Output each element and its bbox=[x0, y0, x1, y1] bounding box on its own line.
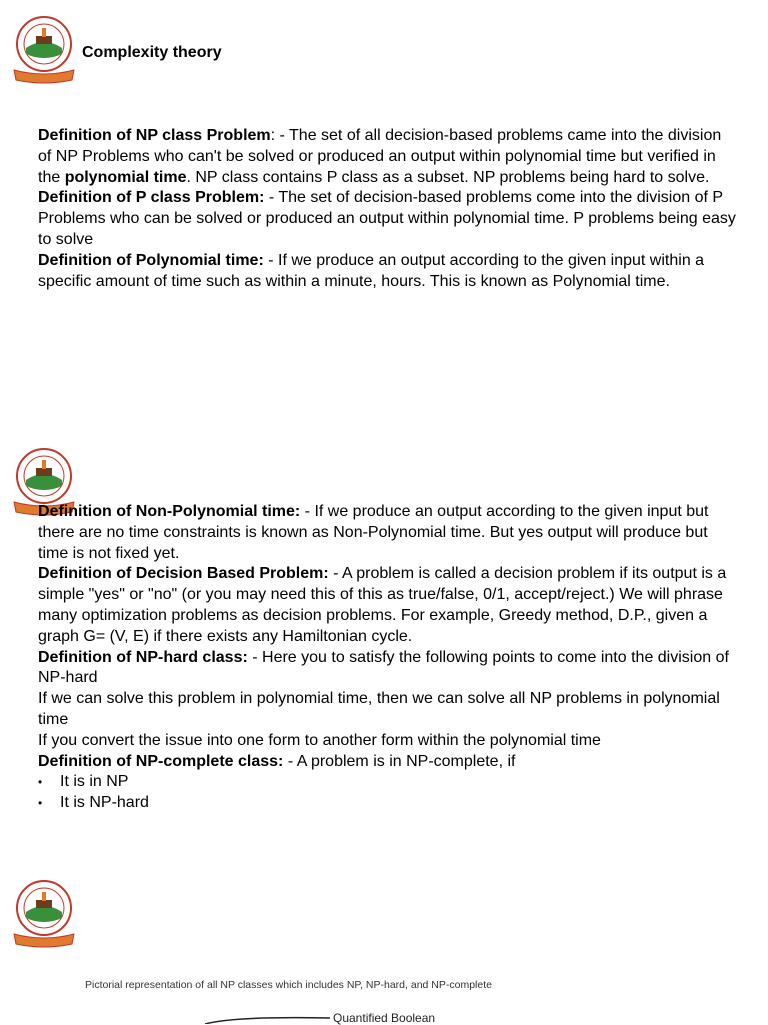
university-crest-icon bbox=[12, 14, 76, 86]
diagram-label: Quantified Boolean bbox=[333, 1011, 436, 1025]
np-hard-definition bbox=[38, 648, 738, 690]
document-title: Complexity theory bbox=[82, 44, 222, 61]
bullet-text: It is NP-hard bbox=[60, 794, 149, 812]
np-class-text-end: . NP class contains P class as a subset. NP problems being hard to solve. bbox=[186, 168, 710, 186]
np-complete-text: - A problem is in NP-complete, if bbox=[283, 752, 516, 770]
np-class-text: : - The set of all decision-based problems came into the division of NP Problems who can't be solved or produced an output within polynomial time but verified in the bbox=[38, 127, 722, 186]
list-item bbox=[38, 772, 738, 793]
np-hard-term: Definition of NP-hard class: bbox=[38, 648, 248, 666]
np-class-definition bbox=[38, 126, 738, 188]
decision-problem-term: Definition of Decision Based Problem: bbox=[38, 565, 329, 583]
university-logo bbox=[12, 14, 76, 86]
decision-problem-text: - A problem is called a decision problem if its output is a simple "yes" or "no" (or you may need this of this as true/false, 0/1, accept/reject.) We will phrase many optimization problems as decision problems. For example, Greedy method, D.P., given a graph G= (V, E) if there exists any Hamiltonian cycle. bbox=[38, 565, 727, 645]
p-class-text: - The set of decision-based problems come into the division of P Problems who can be solved or produced an output within polynomial time. P problems being easy to solve bbox=[38, 189, 736, 248]
polynomial-time-definition bbox=[38, 251, 738, 293]
non-polynomial-definition bbox=[38, 502, 738, 564]
definitions-section-1 bbox=[38, 126, 738, 292]
np-class-term: Definition of NP class Problem bbox=[38, 127, 271, 144]
np-complete-definition bbox=[38, 752, 738, 773]
university-logo-3 bbox=[12, 878, 76, 950]
non-polynomial-term: Definition of Non-Polynomial time: bbox=[38, 503, 301, 520]
np-complete-term: Definition of NP-complete class: bbox=[38, 752, 284, 770]
p-class-term: Definition of P class Problem: bbox=[38, 189, 265, 207]
list-item bbox=[38, 793, 738, 814]
bullet-icon: • bbox=[38, 775, 43, 790]
p-class-definition bbox=[38, 188, 738, 250]
bullet-icon: • bbox=[38, 796, 43, 811]
definitions-section-2 bbox=[38, 502, 738, 814]
bullet-text: It is in NP bbox=[60, 773, 129, 791]
university-crest-icon bbox=[12, 878, 76, 950]
polynomial-time-highlight: polynomial time bbox=[64, 168, 187, 186]
non-polynomial-text: - If we produce an output according to the given input but there are no time constraints is known as Non-Polynomial time. But yes output will produce but time is not fixed yet. bbox=[38, 503, 709, 562]
figure-caption: Pictorial representation of all NP classes which includes NP, NP-hard, and NP-complete bbox=[85, 979, 492, 991]
diagram-connector-line bbox=[205, 1016, 330, 1024]
np-hard-point-1: If we can solve this problem in polynomial time, then we can solve all NP problems in polynomial time bbox=[38, 690, 720, 728]
polynomial-time-term: Definition of Polynomial time: bbox=[38, 251, 264, 269]
decision-problem-definition bbox=[38, 564, 738, 647]
np-hard-text: - Here you to satisfy the following points to come into the division of NP-hard bbox=[38, 648, 729, 687]
polynomial-time-text: - If we produce an output according to the given input within a specific amount of time such as within a minute, hours. This is known as Polynomial time. bbox=[38, 251, 705, 290]
np-hard-point-2: If you convert the issue into one form to another form within the polynomial time bbox=[38, 731, 601, 749]
